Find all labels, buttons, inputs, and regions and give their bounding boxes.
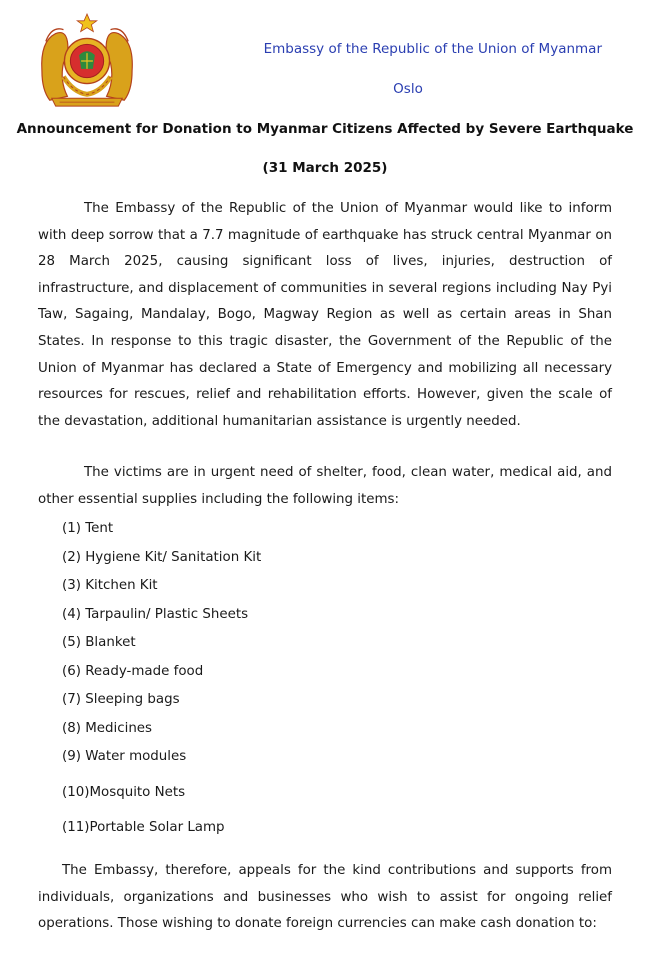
announcement-date: (31 March 2025) bbox=[262, 160, 388, 176]
list-item: (7) Sleeping bags bbox=[62, 692, 180, 707]
paragraph-appeal: The Embassy, therefore, appeals for the kind contributions and supports from individuals, organizations and businesses who wish to assist for ongoing relief operations. Those wishing to donate foreign currencies can make cash donation to: bbox=[38, 863, 612, 932]
paragraph-earthquake-info: The Embassy of the Republic of the Union of Myanmar would like to inform with deep sorrow that a 7.7 magnitude of earthquake has struck central Myanmar on 28 March 2025, causing significant loss of lives, injuries, destruction of infrastructure, and displacement of communities in several regions including Nay Pyi Taw, Sagaing, Mandalay, Bogo, Magway Region as well as certain areas in Shan States. In response to this tragic disaster, the Government of the Republic of the Union of Myanmar has declared a State of Emergency and mobilizing all necessary resources for rescues, relief and rehabilitation efforts. However, given the scale of the devastation, additional humanitarian assistance is urgently needed. bbox=[38, 201, 612, 429]
list-item: (8) Medicines bbox=[62, 720, 153, 736]
list-item: (10)Mosquito Nets bbox=[62, 785, 186, 800]
list-item: (2) Hygiene Kit/ Sanitation Kit bbox=[62, 549, 262, 565]
embassy-name: Embassy of the Republic of the Union of Myanmar bbox=[263, 41, 602, 57]
embassy-city: Oslo bbox=[393, 81, 423, 97]
list-item: (4) Tarpaulin/ Plastic Sheets bbox=[62, 606, 249, 622]
list-item: (11)Portable Solar Lamp bbox=[62, 820, 225, 835]
list-item: (3) Kitchen Kit bbox=[62, 578, 158, 593]
announcement-title: Announcement for Donation to Myanmar Citizens Affected by Severe Earthquake bbox=[16, 121, 634, 137]
list-item: (9) Water modules bbox=[62, 749, 187, 764]
paragraph-needs: The victims are in urgent need of shelter, food, clean water, medical aid, and other essential supplies including the following items: bbox=[38, 465, 612, 507]
list-item: (5) Blanket bbox=[62, 635, 136, 650]
list-item: (1) Tent bbox=[62, 521, 114, 536]
list-item: (6) Ready-made food bbox=[62, 663, 204, 679]
state-seal-icon bbox=[38, 12, 136, 110]
